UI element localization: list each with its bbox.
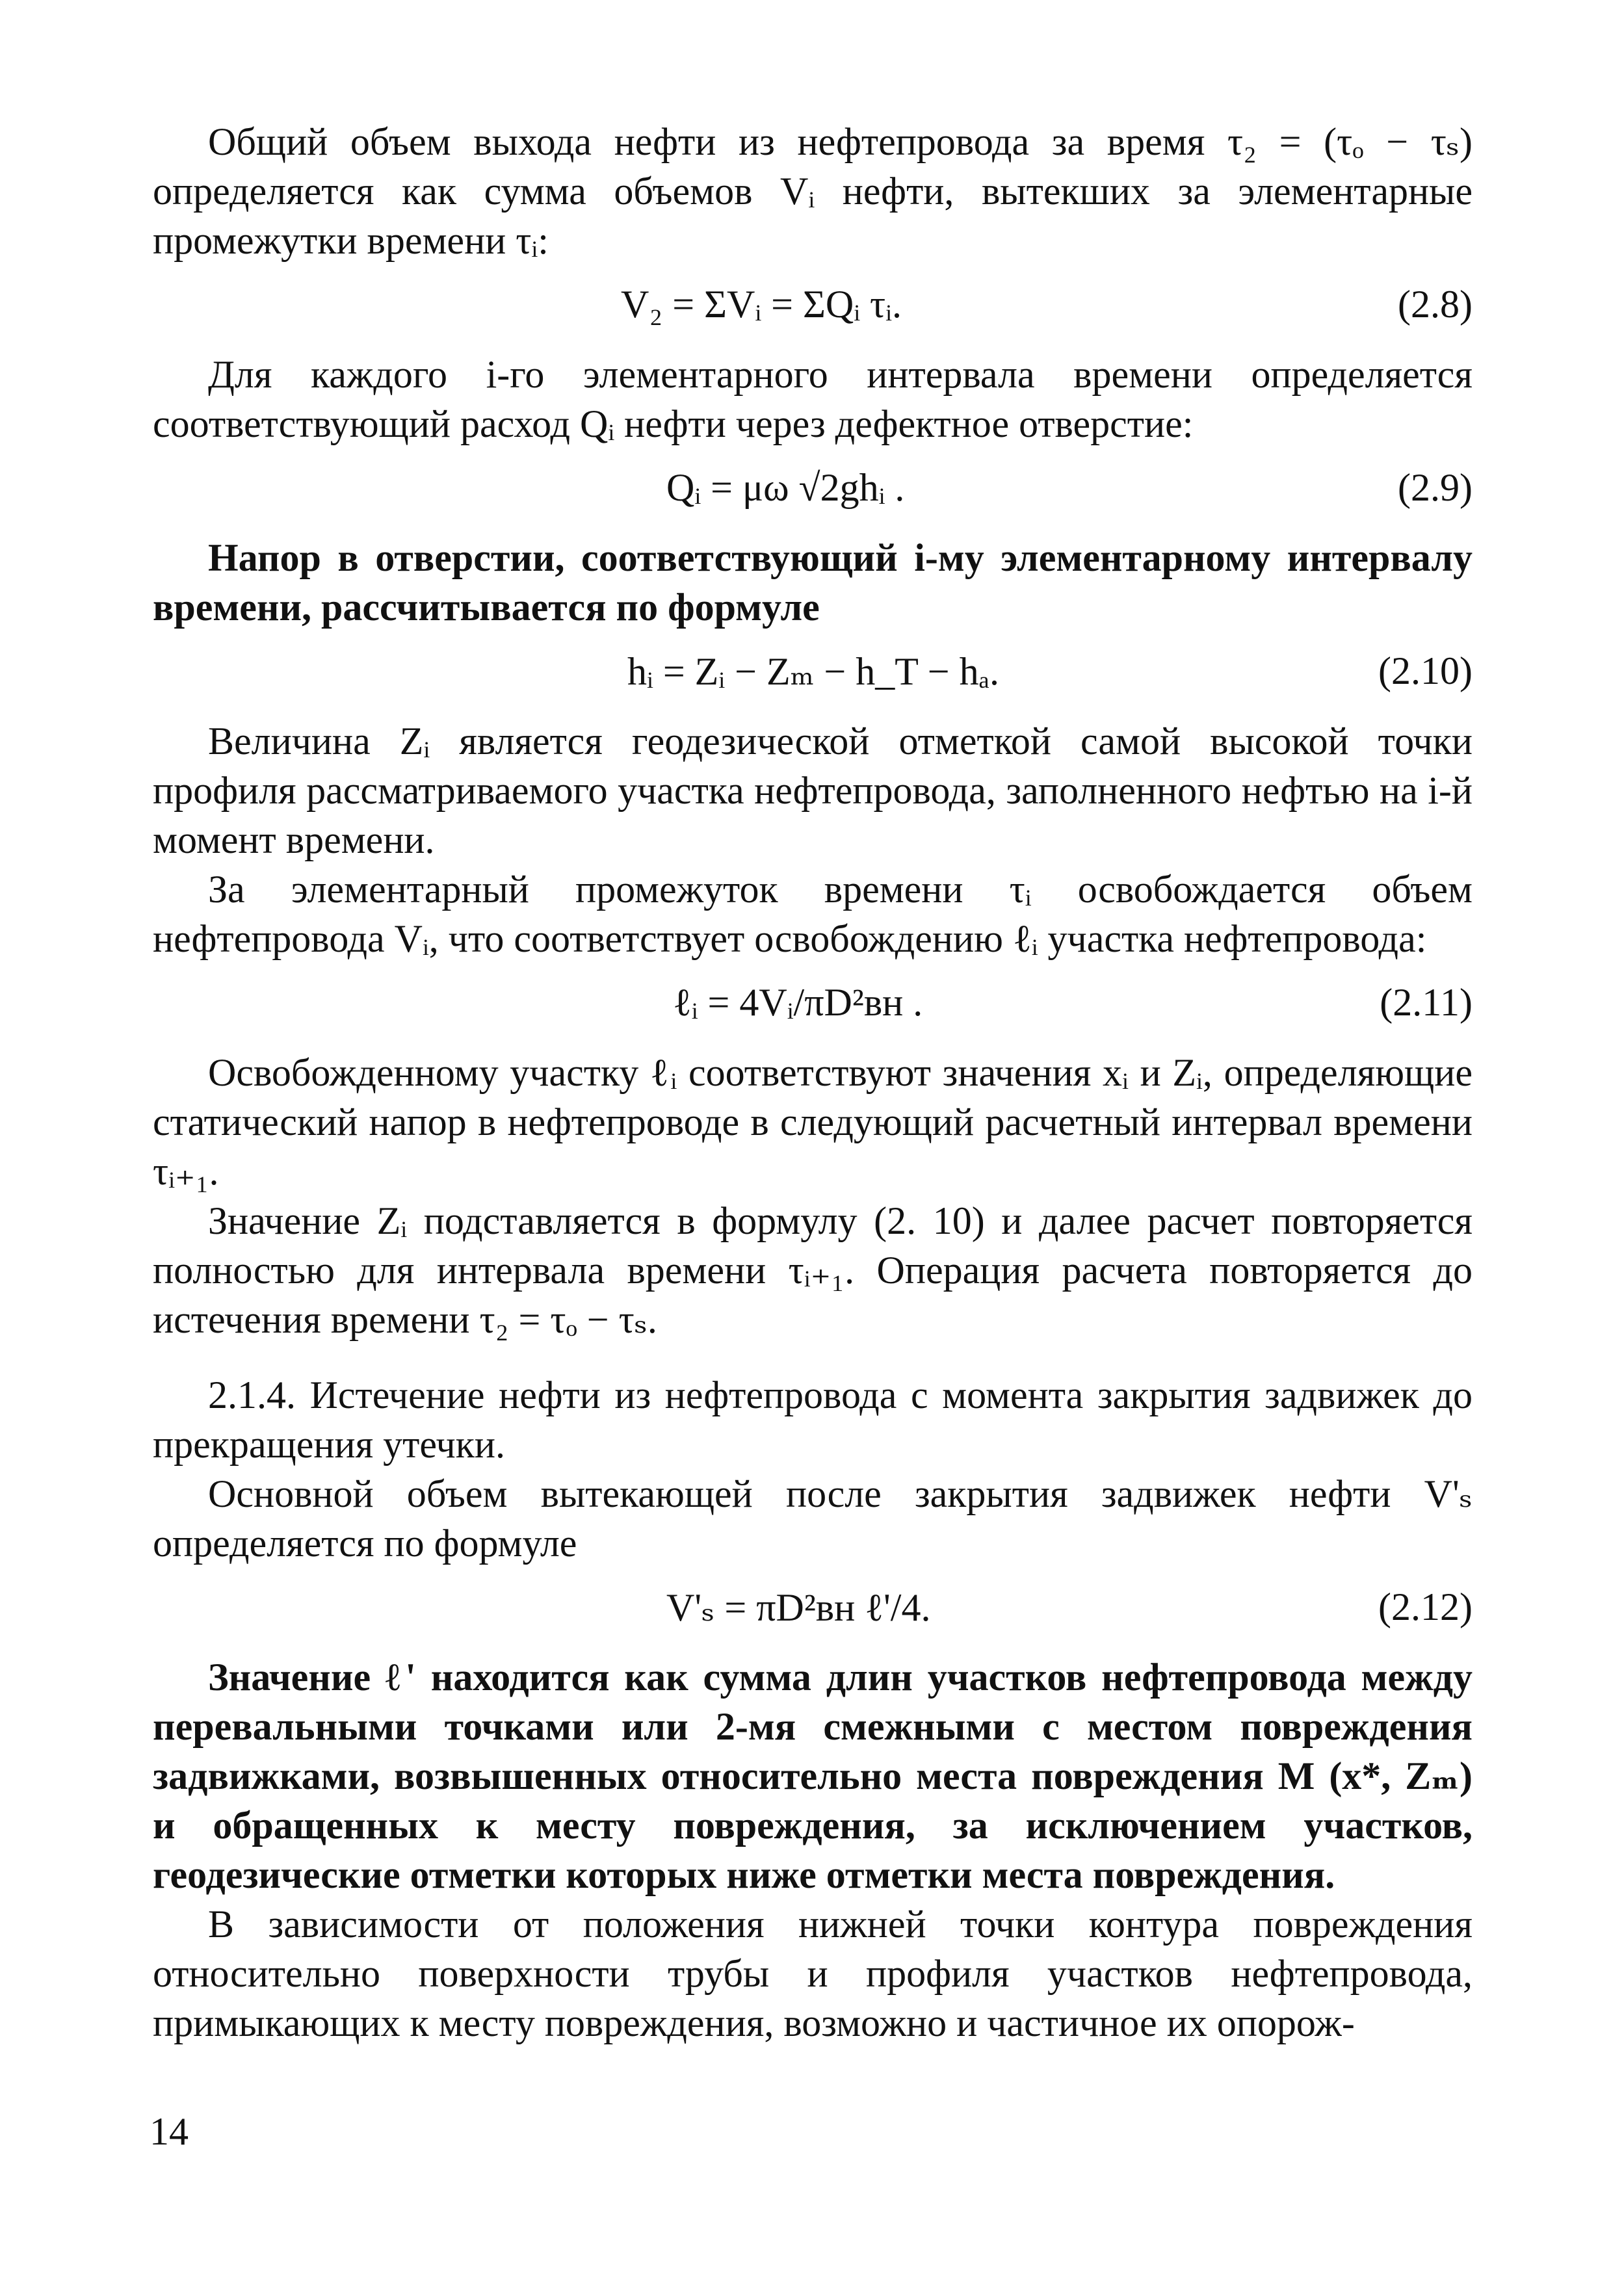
page-number: 14 <box>150 2110 189 2153</box>
paragraph-released-section: Освобожденному участку ℓᵢ соответствуют значения xᵢ и Zᵢ, определяющие статический напор в нефтепроводе в следующий расчетный интервал времени τᵢ₊₁. <box>153 1051 1473 1193</box>
formula-2-10 <box>153 632 1473 716</box>
paragraph-partial-emptying: В зависимости от положения нижней точки контура повреждения относительно поверхности трубы и профиля участков нефтепровода, примыкающих к месту повреждения, возможно и частичное их опорож- <box>153 1903 1473 2044</box>
section-heading-2-1-4: 2.1.4. Истечение нефти из нефтепровода с момента закрытия задвижек до прекращения утечки. <box>153 1374 1473 1466</box>
formula-2-8 <box>153 265 1473 350</box>
formula-number: (2.8) <box>1398 283 1473 326</box>
paragraph-head: Напор в отверстии, соответствующий i-му элементарному интервалу времени, рассчитывается по формуле <box>153 536 1473 629</box>
formula-number: (2.10) <box>1378 649 1473 692</box>
paragraph-length-definition: Значение ℓ' находится как сумма длин участков нефтепровода между перевальными точками или 2-мя смежными с местом повреждения задвижками, возвышенных относительно места повреждения M (x*, Zₘ) и обращенных к месту повреждения, за исключением участков, геодезические отметки которых ниже отметки места повреждения. <box>153 1656 1473 1896</box>
formula-expression: Qᵢ = μω √2ghᵢ . <box>666 466 905 509</box>
formula-expression: V'ₛ = πD²вн ℓ'/4. <box>666 1586 931 1629</box>
formula-2-12 <box>153 1568 1473 1652</box>
paragraph-total-volume: Общий объем выхода нефти из нефтепровода за время τ₂ = (τₒ − τₛ) определяется как сумма объемов Vᵢ нефти, вытекших за элементарные промежутки времени τᵢ: <box>153 120 1473 262</box>
formula-2-9 <box>153 449 1473 533</box>
formula-expression: ℓᵢ = 4Vᵢ/πD²вн . <box>673 981 923 1024</box>
paragraph-main-volume: Основной объем вытекающей после закрытия задвижек нефти V'ₛ определяется по формуле <box>153 1472 1473 1565</box>
paragraph-geodetic-mark: Величина Zᵢ является геодезической отметкой самой высокой точки профиля рассматриваемого участка нефтепровода, заполненного нефтью на i-й момент времени. <box>153 720 1473 861</box>
paragraph-released-volume: За элементарный промежуток времени τᵢ освобождается объем нефтепровода Vᵢ, что соответствует освобождению ℓᵢ участка нефтепровода: <box>153 868 1473 960</box>
formula-expression: hᵢ = Zᵢ − Zₘ − h_T − hₐ. <box>627 650 1000 693</box>
formula-number: (2.9) <box>1398 466 1473 509</box>
formula-expression: V₂ = ΣVᵢ = ΣQᵢ τᵢ. <box>621 283 902 326</box>
formula-2-11 <box>153 963 1473 1048</box>
formula-number: (2.12) <box>1378 1585 1473 1628</box>
formula-number: (2.11) <box>1380 981 1473 1024</box>
paragraph-flow-rate: Для каждого i-го элементарного интервала времени определяется соответствующий расход Qᵢ нефти через дефектное отверстие: <box>153 353 1473 445</box>
document-page <box>153 117 1473 2048</box>
paragraph-iteration: Значение Zᵢ подставляется в формулу (2. 10) и далее расчет повторяется полностью для интервала времени τᵢ₊₁. Операция расчета повторяется до истечения времени τ₂ = τₒ − τₛ. <box>153 1199 1473 1341</box>
